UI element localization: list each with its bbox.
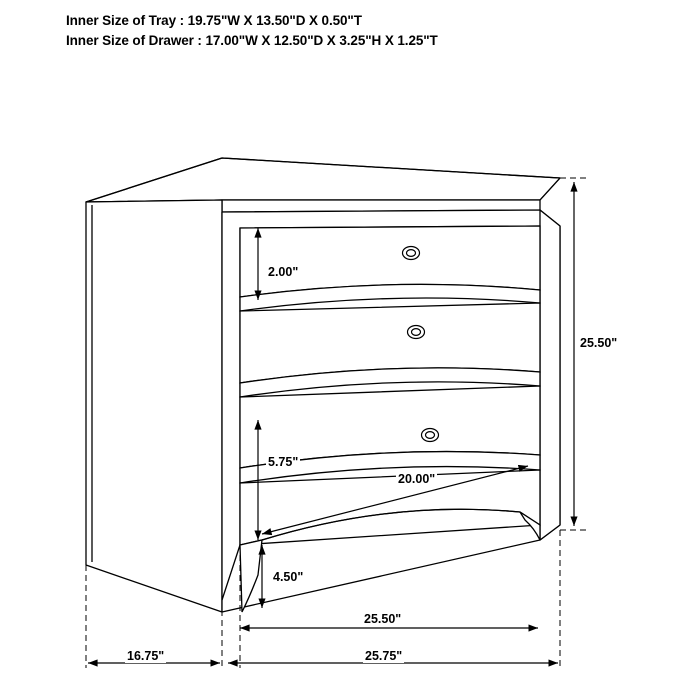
dim-overall-height: 25.50" — [580, 336, 618, 350]
dim-leg-height: 4.50" — [273, 570, 304, 584]
dim-side-depth: 16.75" — [127, 649, 165, 663]
dim-bottom-drawer-height: 5.75" — [268, 455, 299, 469]
note-drawer-size: Inner Size of Drawer : 17.00"W X 12.50"D X 3.25"H X 1.25"T — [66, 33, 438, 48]
dim-front-width: 25.50" — [364, 612, 402, 626]
dim-drawer-front-width: 20.00" — [398, 472, 436, 486]
note-tray-size: Inner Size of Tray : 19.75"W X 13.50"D X 0.50"T — [66, 13, 362, 28]
dim-top-drawer-height: 2.00" — [268, 265, 299, 279]
dim-overall-width: 25.75" — [365, 649, 403, 663]
